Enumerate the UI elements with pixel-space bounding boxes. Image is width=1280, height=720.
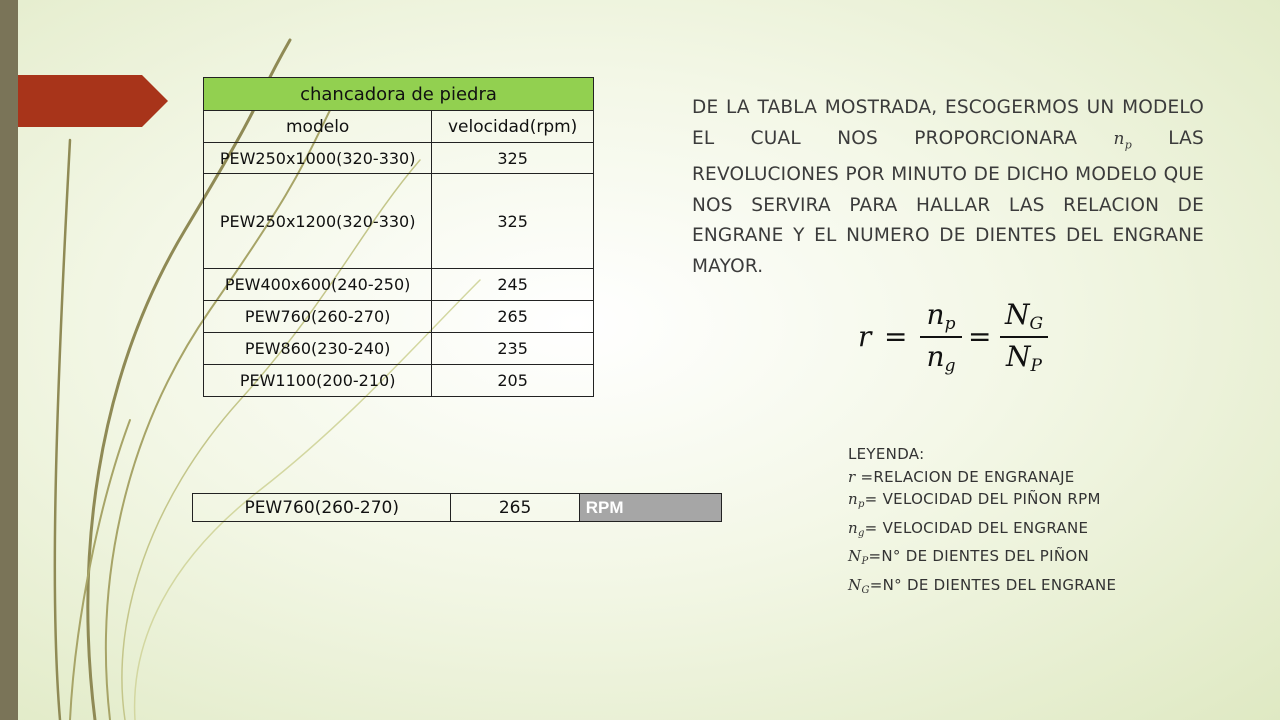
- legend-item: $N_P=N^\circ$ DE DIENTES DEL PIÑON: [848, 547, 1089, 567]
- red-arrow-shape: [0, 0, 170, 130]
- frac1-den: n: [926, 340, 945, 373]
- cell-modelo: PEW400x600(240-250): [204, 269, 432, 301]
- legend-item: $N_G=N^\circ$ DE DIENTES DEL ENGRANE: [848, 575, 1117, 596]
- table-title: chancadora de piedra: [204, 78, 594, 111]
- table-row: [204, 174, 594, 269]
- legend-item: r =RELACION DE ENGRANAJE: [848, 467, 1075, 486]
- selected-velocidad: 265: [451, 494, 579, 522]
- cell-velocidad: 265: [432, 301, 594, 333]
- cell-modelo: PEW860(230-240): [204, 333, 432, 365]
- cell-velocidad: 325: [432, 174, 594, 269]
- frac2-num: N: [1004, 298, 1030, 331]
- table-row: [204, 333, 594, 365]
- legend: [848, 443, 1116, 602]
- formula-lhs: r: [858, 320, 872, 353]
- legend-item: $n_p=$ VELOCIDAD DEL PIÑON RPM: [848, 490, 1101, 510]
- formula-eq-1: =: [884, 320, 908, 353]
- np-symbol: $n_p$: [1113, 128, 1132, 151]
- frac1-num: n: [926, 298, 945, 331]
- crusher-table: [203, 77, 594, 397]
- frac2-den-sub: P: [1030, 356, 1042, 376]
- legend-item: $n_g=$ VELOCIDAD DEL ENGRANE: [848, 518, 1089, 539]
- formula-eq-2: =: [968, 320, 992, 353]
- cell-modelo: PEW760(260-270): [204, 301, 432, 333]
- selected-modelo: PEW760(260-270): [193, 494, 451, 522]
- cell-modelo: PEW250x1000(320-330): [204, 143, 432, 174]
- cell-modelo: PEW250x1200(320-330): [204, 174, 432, 269]
- fraction-NG-NP: [1000, 298, 1048, 376]
- cell-velocidad: 245: [432, 269, 594, 301]
- table-row: [204, 143, 594, 174]
- frac2-num-sub: G: [1029, 314, 1044, 334]
- table-row: [204, 365, 594, 397]
- fraction-np-ng: [920, 298, 962, 376]
- frac1-den-sub: g: [944, 356, 956, 376]
- cell-velocidad: 205: [432, 365, 594, 397]
- selected-model-table: [192, 493, 722, 522]
- header-velocidad: velocidad(rpm): [432, 111, 594, 143]
- table-row: [204, 301, 594, 333]
- paragraph-part1: DE LA TABLA MOSTRADA, ESCOGERMOS UN MODELO EL CUAL NOS PROPORCIONARA: [692, 97, 1204, 149]
- cell-velocidad: 235: [432, 333, 594, 365]
- cell-modelo: PEW1100(200-210): [204, 365, 432, 397]
- legend-title: LEYENDA:: [848, 445, 925, 463]
- cell-velocidad: 325: [432, 143, 594, 174]
- explanation-paragraph: [692, 93, 1204, 282]
- header-modelo: modelo: [204, 111, 432, 143]
- paragraph-part2: LAS REVOLUCIONES POR MINUTO DE DICHO MODELO QUE NOS SERVIRA PARA HALLAR LAS RELACION DE ENGRANE Y EL NUMERO DE DIENTES DEL ENGRANE MAYOR.: [692, 127, 1204, 277]
- selected-unit: RPM: [579, 494, 721, 522]
- frac2-den: N: [1006, 340, 1031, 373]
- table-row: [204, 269, 594, 301]
- frac1-num-sub: p: [944, 314, 956, 334]
